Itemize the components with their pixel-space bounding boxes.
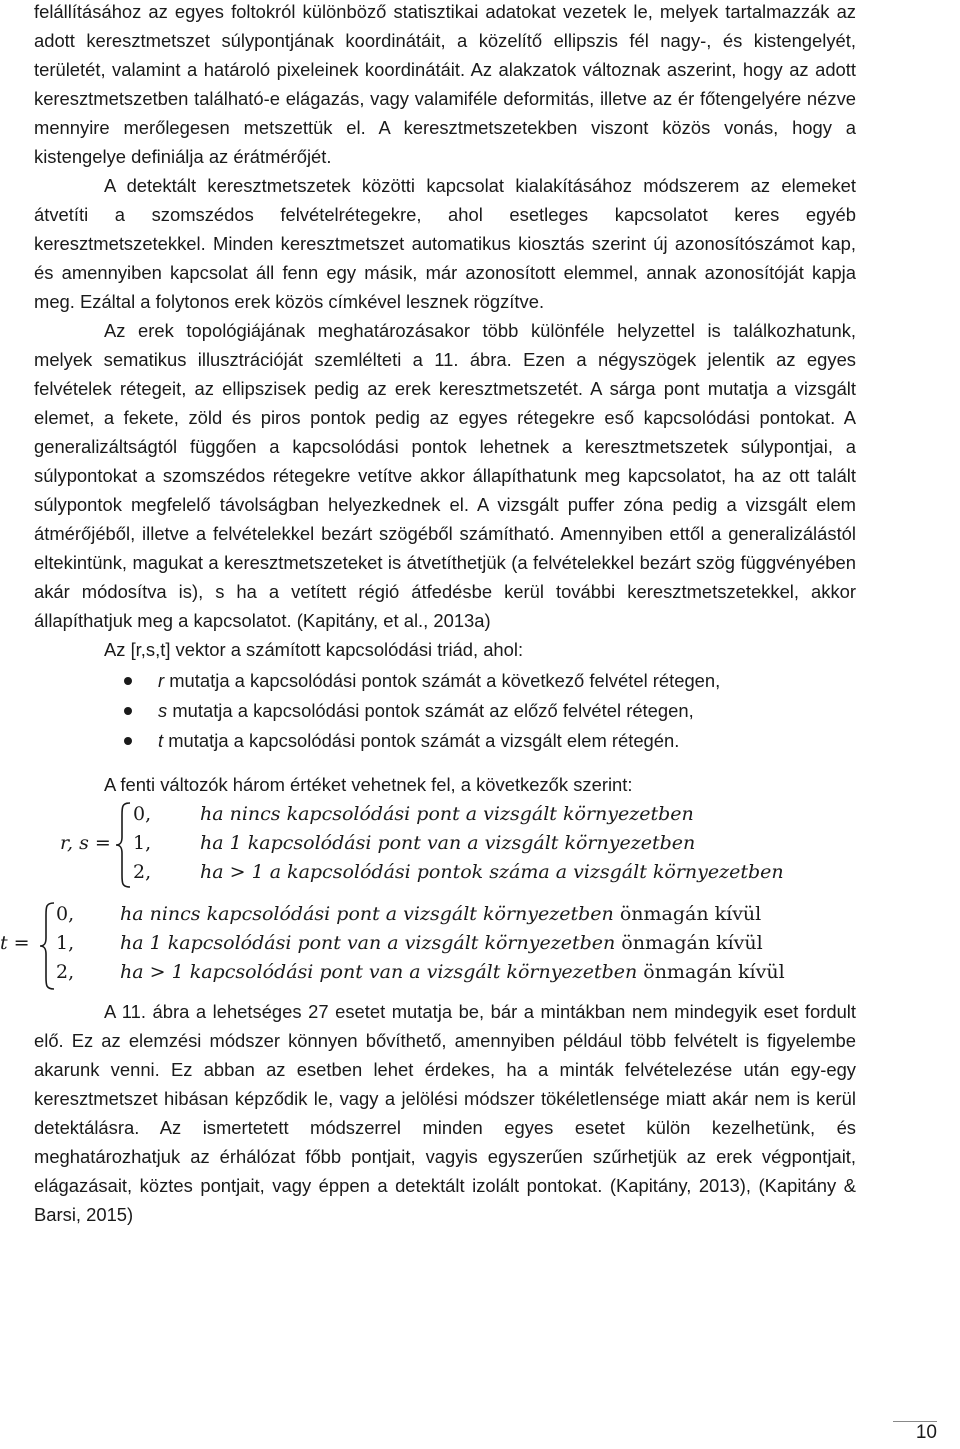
equation-lhs: r, s = [60,832,111,854]
case-value: 0, [133,803,152,825]
page-number: 10 [915,1422,937,1443]
equation-lhs: t = [0,932,30,954]
list-item [34,696,856,726]
case-value: 0, [56,903,75,925]
bullet-list [34,666,856,756]
paragraph-1: felállításához az egyes foltokról különböző statisztikai adatokat vezetek le, melyek tartalmazzák az adott keresztmetszet súlypontjának koordinátáit, a közelítő ellipszis fél nagy-, és kistengelyét, területét, valamint a határoló pixeleinek koordinátáit. Az alakzatok változnak aszerint, hogy az adott keresztmetszetben található-e elágazás, vagy valamiféle deformitás, illetve az ér főtengelyére nézve mennyire merőlegesen metszettük el. A keresztmetszetekben viszont közös vonás, hogy a kistengelye definiálja az érátmérőjét. [34,1,856,167]
case-value: 2, [56,961,75,983]
bullet-icon [124,737,132,745]
case-condition: ha nincs kapcsolódási pont a vizsgált környezetben [200,803,694,825]
paragraph-4: Az [r,s,t] vektor a számított kapcsolódási triád, ahol: [104,639,524,660]
variable-name: r [158,670,165,691]
bullet-icon [124,707,132,715]
case-suffix: önmagán kívül [615,932,763,954]
case-condition: ha > 1 kapcsolódási pont van a vizsgált környezetben [120,961,638,983]
case-value: 2, [133,861,152,883]
left-brace-icon [114,801,132,889]
paragraph-2: A detektált keresztmetszetek közötti kapcsolat kialakításához módszerem az elemeket átvetíti a szomszédos felvételrétegekre, ahol esetleges kapcsolatot keres egyéb keresztmetszetekkel. Minden keresztmetszet automatikus kiosztás szerint új azonosítószámot kap, és amennyiben kapcsolat áll fenn egy másik, már azonosított elemmel, annak azonosítóját kapja meg. Ezáltal a folytonos erek közös címkével lesznek rögzítve. [34,175,856,312]
case-condition: ha 1 kapcsolódási pont van a vizsgált környezetben [200,832,696,854]
list-item-text: mutatja a kapcsolódási pontok számát a következő felvétel rétegen, [164,670,721,691]
list-item [34,666,856,696]
case-condition-row [120,958,785,988]
left-brace-icon [38,901,56,991]
case-suffix: önmagán kívül [613,903,762,925]
equation-rs [34,799,856,891]
list-item [34,726,856,756]
case-condition: ha 1 kapcsolódási pont van a vizsgált környezetben [120,932,616,954]
variable-name: t [158,730,164,751]
equation-t [0,895,856,995]
case-value: 1, [133,832,152,854]
case-condition: ha > 1 a kapcsolódási pontok száma a vizsgált környezetben [200,861,784,883]
paragraph-5: A fenti változók három értéket vehetnek fel, a következők szerint: [104,774,633,795]
bullet-icon [124,677,132,685]
case-suffix: önmagán kívül [637,961,785,983]
variable-name: s [158,700,168,721]
case-condition: ha nincs kapcsolódási pont a vizsgált környezetben [120,903,614,925]
list-item-text: mutatja a kapcsolódási pontok számát a vizsgált elem rétegén. [163,730,680,751]
list-item-text: mutatja a kapcsolódási pontok számát az előző felvétel rétegen, [167,700,694,721]
case-value: 1, [56,932,75,954]
paragraph-3: Az erek topológiájának meghatározásakor több különféle helyzettel is találkozhatunk, melyek sematikus illusztrációját szemlélteti a 11. ábra. Ezen a négyszögek jelentik az egyes felvételek rétegeit, az ellipszisek pedig az erek keresztmetszetét. A sárga pont mutatja a vizsgált elemet, a fekete, zöld és piros pontok pedig az egyes rétegekre eső kapcsolódási pontokat. A generalizáltságtól függően a kapcsolódási pontok lehetnek a keresztmetszetek súlypontjai, a súlypontokat a szomszédos rétegekre vetítve akkor állapíthatunk meg kapcsolatot, ha az ott talált súlypontok megfelelő távolságban helyezkednek el. A vizsgált puffer zóna pedig a vizsgált elem átmérőjéből, illetve a felvételekkel bezárt szögéből számítható. Amennyiben ettől a generalizálástól eltekintünk, magukat a keresztmetszeteket is átvetíthetjük (a felvételekkel bezárt szög függvényében akár módosítva is), s ha a vetített régió átfedésbe kerül további keresztmetszetekkel, akkor állapíthatjuk meg a kapcsolatot. (Kapitány, et al., 2013a) [34,320,856,631]
case-condition-row [120,900,761,930]
paragraph-6: A 11. ábra a lehetséges 27 esetet mutatja be, bár a mintákban nem mindegyik eset fordult elő. Ez az elemzési módszer könnyen bővíthető, amennyiben például több felvételt is figyelembe akarunk venni. Ez abban az esetben lehet érdekes, ha a minták felvételezése után egy-egy keresztmetszet hibásan képződik le, vagy a jelölési módszer tökéletlensége miatt akár nem is kerül detektálásra. Az ismertetett módszerrel minden egyes esetet külön kezelhetünk, és meghatározhatjuk az érhálózat főbb pontjait, vagyis egyszerűen szűrhetjük az erek végpontjait, elágazásait, köztes pontjait, vagy éppen a detektált izolált pontokat. (Kapitány, 2013), (Kapitány & Barsi, 2015) [34,1001,856,1225]
case-condition-row [120,929,763,959]
